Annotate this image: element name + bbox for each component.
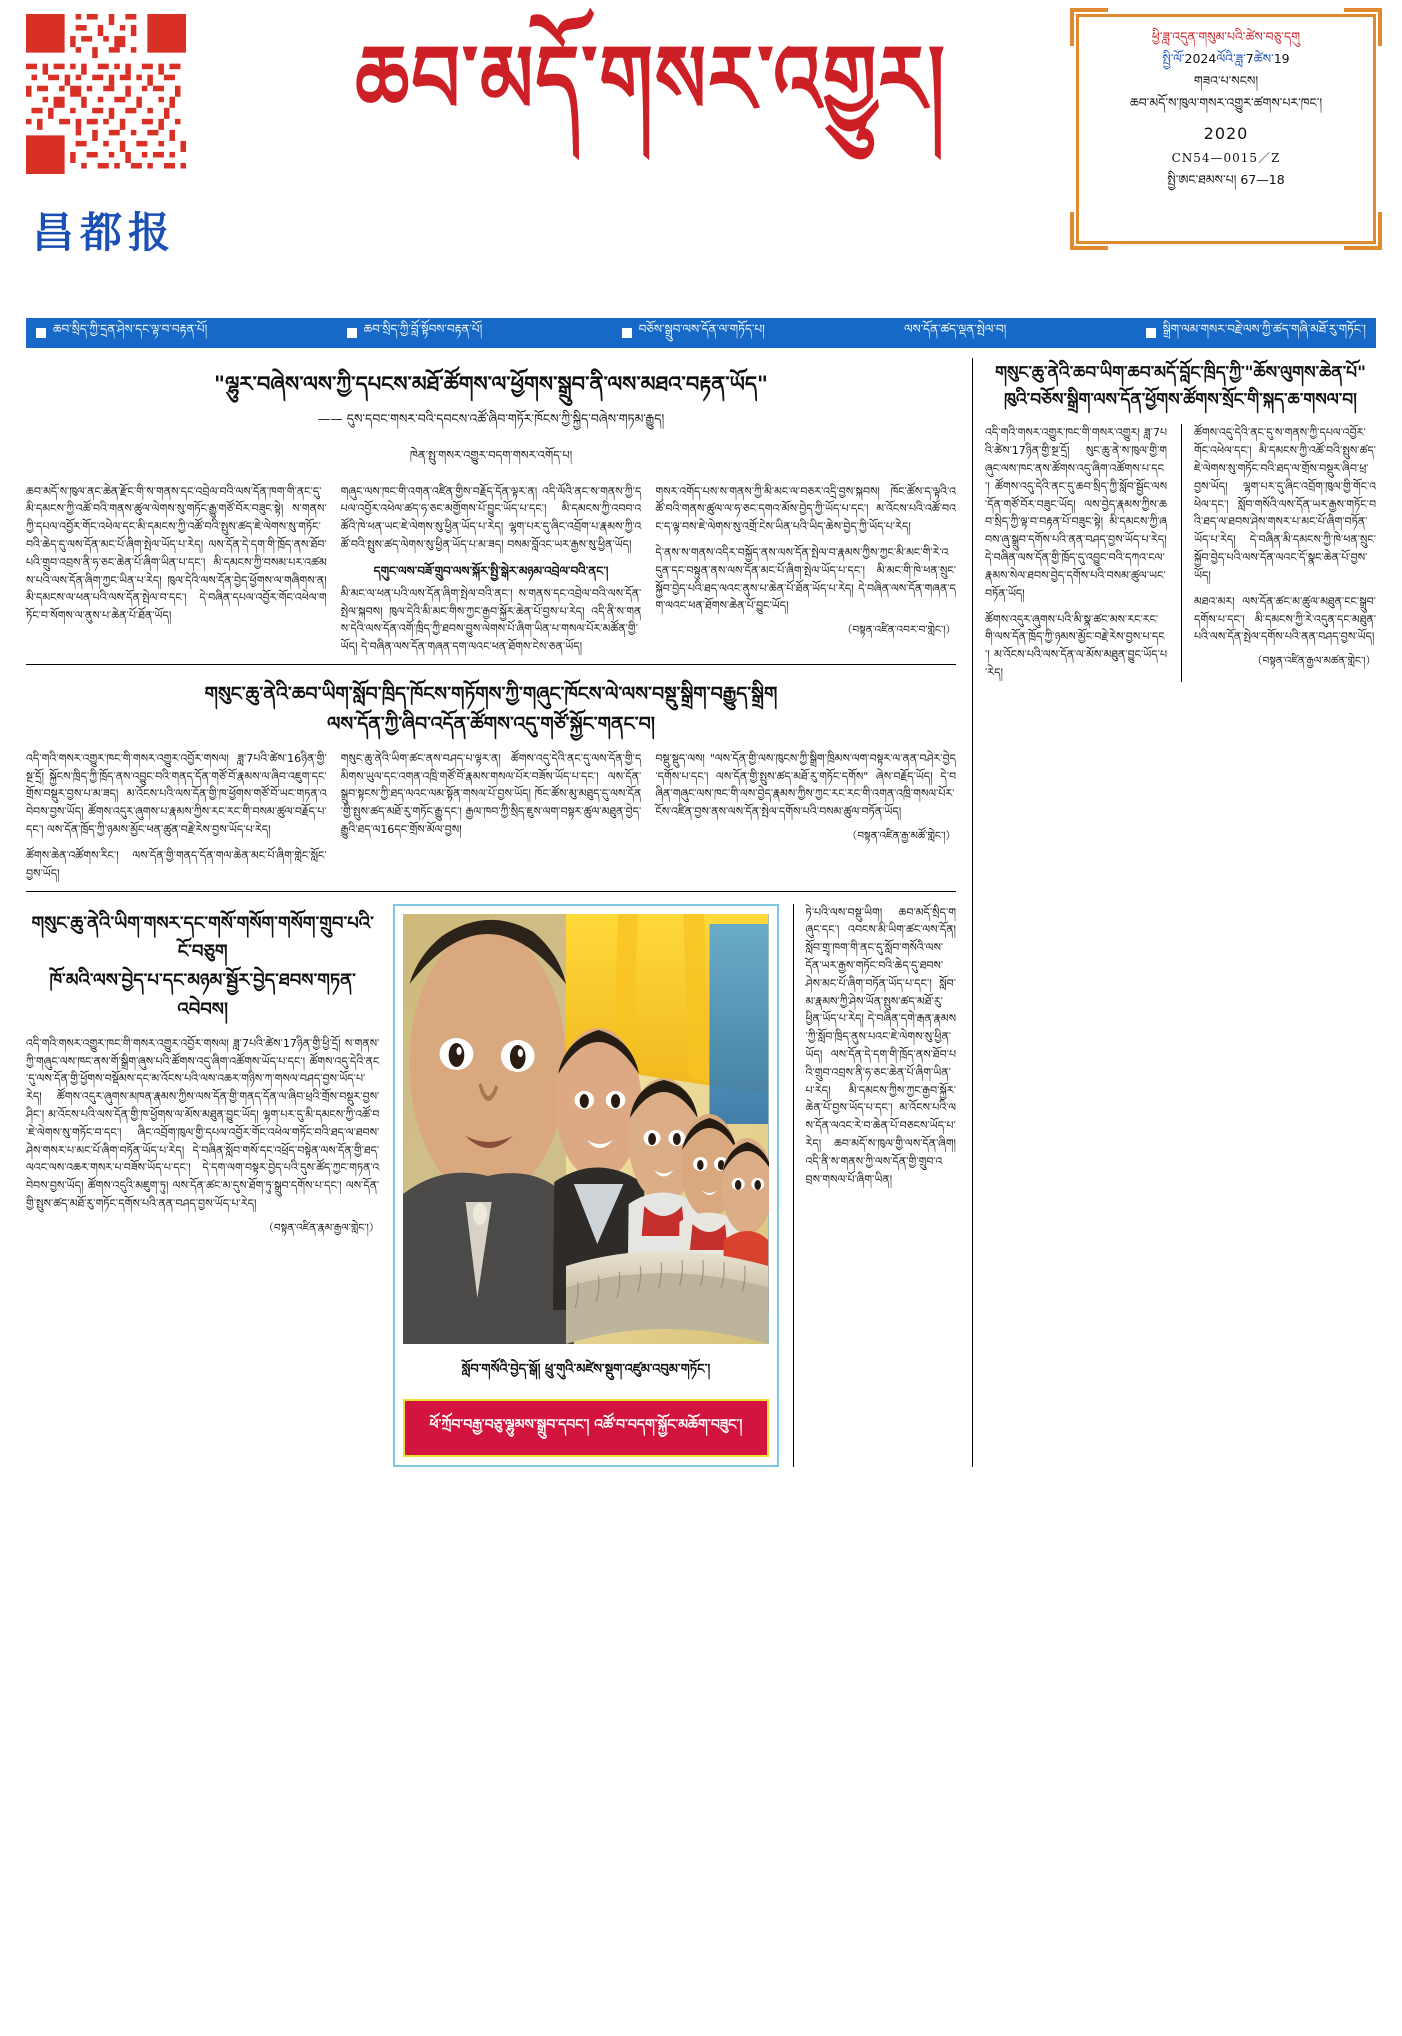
second-article-headline [26, 679, 956, 740]
tibetan-masthead-title: ཆབ་མདོ་གསར་འགྱུར། [355, 23, 947, 135]
masthead [26, 14, 1376, 314]
red-slogan-banner: ཕོ་ཀྲོབ་བརྒྱ་བཅུ་ལྷུམས་སྒྲུབ་དབང་། འཚོ་བ་བདག་སྐྱོང་མཆོག་བཟུང་། [403, 1399, 768, 1457]
bottom-zone [26, 904, 956, 1467]
right-article-headline-line1: གསུང་ཆུ་ནེའི་ཆབ་ཡིག་ཆབ་མདོ་བློང་ཁྲིད་ཀྱི་"ཆོས་ལུགས་ཆེན་པོ" [995, 363, 1366, 383]
right-article-headline [985, 360, 1376, 414]
bottom-right-text: ཏེ་པའི་ལས་བསྡུ་ཡིག། ཆབ་མདོ་སྲིད་གཞུང་དང་། འབངས་མི་ཡིག་ཚང་ལས་དོན། སློབ་གྲྭ་ཁག་གི་ནང་དུ་སློབ་གསོའི་ལས་དོན་ཡར་རྒྱས་གཏོང་བའི་ཆེད་དུ་ཐབས་ཤེས་མང་པོ་ཞིག་བཏོན་ཡོད་པ་དང་། སློབ་མ་རྣམས་ཀྱི་ཤེས་ཡོན་སྤུས་ཚད་མཐོ་རུ་ཕྱིན་ཡོད་པ་རེད། དེ་བཞིན་དགེ་རྒན་རྣམས་ཀྱི་སློབ་ཁྲིད་ནུས་པའང་ཇེ་ལེགས་སུ་ཕྱིན་ཡོད། ལས་དོན་དེ་དག་གི་ཁྲོད་ནས་ཐོབ་པའི་གྲུབ་འབྲས་ནི་ཧ་ཅང་ཆེན་པོ་ཞིག་ཡིན་པ་རེད། མི་དམངས་ཀྱིས་ཀྱང་རྒྱབ་སྐྱོར་ཆེན་པོ་བྱས་ཡོད་པ་དང་། མ་འོངས་པའི་ལས་དོན་ལའང་རེ་བ་ཆེན་པོ་བཅངས་ཡོད་པ་རེད། ཆབ་མདོ་ས་ཁུལ་གྱི་ལས་དོན་ཞིག། འདི་ནི་ས་གནས་ཀྱི་ལས་དོན་གྱི་གྲུབ་འབྲས་གསལ་པོ་ཞིག་ཡིན། [805, 905, 956, 1186]
info-cn-code: CN54—0015／Z [1171, 150, 1281, 165]
second-col-1-text: འདི་གའི་གསར་འགྱུར་ཁང་གི་གསར་འགྱུར་འབྱོར་གསལ། ཟླ་7པའི་ཚེས་16ཉིན་གྱི་སྔ་དྲོ། སྐྱོངས་ཁྲིད་ཀྱི་ཁྲོད་ནས་འབྱུང་བའི་གནད་དོན་གཙོ་བོ་རྣམས་ལ་ཞིབ་འཇུག་དང་གྲོས་བསྡུར་བྱས་པ་མ་ཟད། མ་འོངས་པའི་ལས་དོན་གྱི་ཁ་ཕྱོགས་གཙོ་བོ་ཡང་གཏན་འབེབས་བྱས་ཡོད། ཚོགས་འདུར་ཞུགས་པ་རྣམས་ཀྱིས་རང་རང་གི་བསམ་ཚུལ་བརྗོད་པ་དང་། ལས་དོན་ཁྲོད་ཀྱི་ཉམས་མྱོང་ཕན་ཚུན་བརྗེ་རེས་བྱས་ཡོད་པ་རེད། [26, 751, 327, 837]
second-col-3-text: བསྡུ་སྡུད་ལས། "ལས་དོན་གྱི་ལས་ཁུངས་ཀྱི་སྒྲིག་ཁྲིམས་ལག་བསྟར་ལ་ནན་བཤེར་བྱེད་དགོས་པ་དང་། ལས་དོན་གྱི་སྤུས་ཚད་མཐོ་རུ་གཏོང་དགོས" ཞེས་བརྗོད་ཡོད། དེ་བཞིན་གཞུང་ལས་ཁང་གི་ལས་བྱེད་རྣམས་ཀྱིས་ཀྱང་རང་རང་གི་འགན་འཁྲི་གསལ་པོར་ངོས་འཛིན་བྱས་ནས་ལས་དོན་སྤེལ་དགོས་པའི་བསམ་ཚུལ་བཏོན་ཡོད། [655, 751, 957, 819]
info-volume-year: 2020 [1203, 123, 1249, 143]
bottom-right-column [793, 904, 957, 1467]
right-zone [972, 358, 1376, 1467]
right-col-1-text: འདི་གའི་གསར་འགྱུར་ཁང་གི་གསར་འགྱུར། ཟླ་7པའི་ཚེས་17ཉིན་གྱི་སྔ་དྲོ། སུང་ཆུ་ནེ་ས་ཁུལ་གྱི་གཞུང་ལས་ཁང་ནས་ཚོགས་འདུ་ཞིག་འཚོགས་པ་དང་། ཚོགས་འདུ་དེའི་ནང་དུ་ཆབ་སྲིད་ཀྱི་སློབ་སྦྱོང་ལས་དོན་གཙོ་བོར་བཟུང་ཡོད། ལས་བྱེད་རྣམས་ཀྱིས་ཆབ་སྲིད་ཀྱི་ལྟ་བ་བརྟན་པོ་བཟུང་སྟེ། མི་དམངས་ཀྱི་ཞབས་ཞུ་སྒྲུབ་དགོས་པའི་ནན་བཤད་བྱས་ཡོད་པ་རེད། དེ་བཞིན་ལས་དོན་གྱི་ཁྲོད་དུ་འབྱུང་བའི་དཀའ་ངལ་རྣམས་སེལ་ཐབས་བྱེད་དགོས་པའི་བསམ་ཚུལ་ཡང་བཏོན་ཡོད། [985, 426, 1167, 600]
second-col-1-text-b: ཚོགས་ཆེན་འཚོགས་རིང་། ལས་དོན་གྱི་གནད་དོན་གལ་ཆེན་མང་པོ་ཞིག་གླེང་སློང་བྱས་ཡོད། [26, 848, 327, 880]
lead-article-headline: "ལྷུར་བཞེས་ལས་ཀྱི་དཔངས་མཐོ་ཚོགས་ལ་ཕྱོགས་སྒྲུབ་ནི་ལས་མཐའ་བརྟན་ཡོད" [214, 372, 768, 396]
info-year-value: 2024 [1184, 50, 1217, 66]
lead-col-2-text: གཞུང་ལས་ཁང་གི་འགན་འཛིན་གྱིས་བརྗོད་དོན་ལྟར་ན། འདི་ལོའི་ནང་ས་གནས་ཀྱི་དཔལ་འབྱོར་འཕེལ་ཚད་ཧ་ཅང་མགྱོགས་པོ་བྱུང་ཡོད་པ་དང་། མི་དམངས་ཀྱི་འབབ་འཚོའི་ཁེ་ཕན་ཡང་ཇེ་ལེགས་སུ་ཕྱིན་ཡོད་པ་རེད། ལྷག་པར་དུ་ཞིང་འབྲོག་པ་རྣམས་ཀྱི་འཚོ་བའི་སྤུས་ཚད་ལེགས་སུ་ཕྱིན་ཡོད་པ་མ་ཟད། བསམ་བློའང་ཡར་རྒྱས་སུ་ཕྱིན་ཡོད། [340, 484, 642, 551]
second-col-1 [26, 750, 327, 883]
right-article-byline: （བསྟན་འཛིན་རྒྱལ་མཚན་གླེང་།） [1252, 655, 1376, 668]
lead-col-3-text: གསར་འགོད་པས་ས་གནས་ཀྱི་མི་མང་ལ་བཅར་འདྲི་བྱས་སྐབས། ཁོང་ཚོས་ད་ལྟའི་འཚོ་བའི་གནས་ཚུལ་ལ་ཧ་ཅང་དགའ་མོས་བྱེད་ཀྱི་ཡོད་པ་དང་། མ་འོངས་པའི་འཚོ་བའང་ད་ལྟ་བས་ཇེ་ལེགས་སུ་འགྲོ་ངེས་ཡིན་པའི་ཡིད་ཆེས་བྱེད་ཀྱི་ཡོད་པ་རེད། [655, 484, 957, 534]
section-divider-2 [26, 891, 956, 892]
qr-block [26, 14, 226, 260]
bullet-square-icon [347, 328, 357, 338]
corner-ornament-br [1344, 212, 1382, 250]
info-month-value: 7 [1245, 50, 1254, 66]
photo-caption: སློབ་གསོའི་བྱེད་སྒོ། ཕྲུ་གུའི་མཛེས་སྡུག་འཛུམ་འབུམ་གཏོང་། [461, 1361, 711, 1377]
third-article-headline-line2: ཁོ་མའི་ལས་བྱེད་པ་དང་མཉམ་སྦྱོར་བྱེད་ཐབས་གཏན་འབེབས། [49, 970, 356, 1020]
right-col-2 [1181, 424, 1376, 681]
navbar-item-0-label: ཆབ་སྲིད་ཀྱི་དྲན་ཤེས་དང་ལྟ་བ་བརྟན་པོ། [53, 322, 208, 336]
info-issue-label: སྤྱི་ཨང་ཐམས་པ། [1167, 171, 1237, 187]
photo-feature [393, 904, 778, 1467]
second-article-byline: （བསྟན་འཛིན་རྒྱ་མཚོ་གླེང་།） [846, 830, 957, 843]
info-issue [1090, 169, 1362, 191]
chinese-masthead-title: 昌都报 [32, 208, 177, 257]
bullet-square-icon [622, 328, 632, 338]
navbar-item-2-label: བཅོས་སྒྲུབ་ལས་དོན་ལ་གཏོད་པ། [638, 322, 765, 336]
second-article-columns [26, 750, 956, 883]
navbar-item-1[interactable] [347, 316, 483, 350]
info-weekday: གཟའ་པ་སངས། [1193, 72, 1259, 88]
lead-article-columns [26, 483, 956, 657]
navbar-item-1-label: ཆབ་སྲིད་ཀྱི་བློ་སྟོབས་བརྟན་པོ། [363, 322, 483, 336]
corner-ornament-bl [1070, 212, 1108, 250]
info-inner [1076, 14, 1376, 202]
second-col-2 [341, 750, 642, 883]
lead-col-1-text: ཆབ་མདོ་ས་ཁུལ་ནང་ཆེན་རྫོང་གི་ས་གནས་དང་འབྲེལ་བའི་ལས་དོན་ཁག་གི་ནང་དུ་མི་དམངས་ཀྱི་འཚོ་བའི་གནས་ཚུལ་ལེགས་སུ་གཏོང་རྒྱུ་གཙོ་བོར་བཟུང་སྟེ། ས་གནས་ཀྱི་དཔལ་འབྱོར་གོང་འཕེལ་དང་མི་དམངས་ཀྱི་འཚོ་བའི་སྤུས་ཚད་ཇེ་ལེགས་སུ་གཏོང་བའི་ཆེད་དུ་ལས་དོན་མང་པོ་ཞིག་སྤེལ་ཡོད་པ་རེད། ལས་དོན་དེ་དག་གི་ཁྲོད་ནས་ཐོབ་པའི་གྲུབ་འབྲས་ནི་ཧ་ཅང་ཆེན་པོ་ཞིག་ཡིན་པ་དང་། མི་དམངས་ཀྱི་བསམ་པར་འཚམས་པའི་ལས་དོན་ཞིག་ཀྱང་ཡིན་པ་རེད། ཁུལ་དེའི་ལས་དོན་བྱེད་ཕྱོགས་ལ་གཞིགས་ན། མི་དམངས་ལ་ཕན་པའི་ལས་དོན་སྤེལ་བ་དང་། དེ་བཞིན་དཔལ་འབྱོར་གོང་འཕེལ་གཏོང་བ་སོགས་ལ་ནུས་པ་ཆེན་པོ་ཐོན་ཡོད། [26, 484, 327, 623]
right-article-columns [985, 424, 1376, 681]
lead-col-3-text-b: དེ་ནས་ས་གནས་འདིར་བསྐྱོད་ནས་ལས་དོན་སྤེལ་བ་རྣམས་ཀྱིས་ཀྱང་མི་མང་གི་རེ་འདུན་དང་བསྟུན་ནས་ལས་དོན་མང་པོ་ཞིག་སྤེལ་ཡོད་པ་དང་། མི་མང་གི་ཁེ་ཕན་སྲུང་སྐྱོབ་བྱེད་པའི་ཐད་ལའང་ནུས་པ་ཆེན་པོ་ཐོན་ཡོད་པ་རེད། དེ་བཞིན་ལས་དོན་གཞན་དག་ལའང་ཕན་ཐོགས་ཆེན་པོ་བྱུང་ཡོད། [655, 545, 957, 613]
tibetan-masthead-title-block [226, 14, 1076, 135]
right-article-headline-line2: ཁུའི་བཅོས་སྒྲིག་ལས་དོན་ཕྱོགས་ཚོགས་སྲོང་གི་སྐད་ཆ་གསལ་བ། [1004, 390, 1357, 411]
info-month-label: ལོའི་ཟླ་ [1216, 50, 1246, 66]
lead-col-3 [655, 483, 956, 657]
second-article [26, 679, 956, 882]
lead-article [26, 368, 956, 656]
body-grid [26, 358, 1376, 1467]
bullet-square-icon [1146, 328, 1156, 338]
lead-col-2-subhead: དགུང་ལས་བཟོ་གྲུབ་ལས་སྐོར་སྤྱི་སྒེར་མཉམ་འབྲེལ་བའི་ནང་། [373, 563, 609, 578]
third-article-byline: （བསྟན་འཛིན་རྣམ་རྒྱལ་གླེང་།） [263, 1221, 380, 1234]
right-col-1-text-b: ཚོགས་འདུར་ཞུགས་པའི་མི་སྣ་ཚང་མས་རང་རང་གི་ལས་དོན་ཁྲོད་ཀྱི་ཉམས་མྱོང་བརྗེ་རེས་བྱས་པ་དང་། མ་འོངས་པའི་ལས་དོན་ལ་མོས་མཐུན་བྱུང་ཡོད་པ་རེད། [985, 612, 1167, 679]
left-zone [26, 358, 956, 1467]
info-tibetan-date-line: ཕྱི་ཟླ་འདུན་གསུམ་པའི་ཚེས་བཅུ་དགུ [1151, 29, 1301, 44]
navbar-item-4-label: སྒྲིག་ལམ་གསར་བརྗེ་ལས་ཀྱི་ཚད་གཞི་མཐོ་རུ་གཏོང་། [1162, 322, 1366, 336]
lead-article-subline: —— དུས་དབང་གསར་བའི་དབངས་འཚོ་ཞིབ་གཏོར་ཁོངས་ཀྱི་སྐྱིད་བཞེས་གཏམ་རྒྱུད། [317, 410, 665, 426]
right-col-2-text: ཚོགས་འདུ་དེའི་ནང་དུ་ས་གནས་ཀྱི་དཔལ་འབྱོར་གོང་འཕེལ་དང་། མི་དམངས་ཀྱི་འཚོ་བའི་སྤུས་ཚད་ཇེ་ལེགས་སུ་གཏོང་བའི་ཐད་ལ་གྲོས་བསྡུར་ཞིབ་ཕྲ་བྱས་ཡོད། ལྷག་པར་དུ་ཞིང་འབྲོག་ཁུལ་གྱི་གོང་འཕེལ་དང་། སློབ་གསོའི་ལས་དོན་ཡར་རྒྱས་གཏོང་བའི་ཐད་ལ་ཐབས་ཤེས་གསར་པ་མང་པོ་ཞིག་བཏོན་ཡོད་པ་རེད། དེ་བཞིན་མི་དམངས་ཀྱི་ཁེ་ཕན་སྲུང་སྐྱོབ་བྱེད་པའི་ལས་དོན་ལའང་དོ་སྣང་ཆེན་པོ་བྱས་ཡོད། [1194, 426, 1376, 582]
lead-col-1 [26, 483, 327, 657]
publication-info-box [1076, 14, 1376, 244]
right-col-1 [985, 424, 1167, 681]
third-article-text: འདི་གའི་གསར་འགྱུར་ཁང་གི་གསར་འགྱུར་འབྱོར་གསལ། ཟླ་7པའི་ཚེས་17ཉིན་གྱི་ཕྱི་དྲོ། ས་གནས་ཀྱི་གཞུང་ལས་ཁང་ནས་གོ་སྒྲིག་ཞུས་པའི་ཚོགས་འདུ་ཞིག་འཚོགས་ཡོད་པ་དང་། ཚོགས་འདུ་དེའི་ནང་དུ་ལས་དོན་གྱི་ཕྱོགས་བསྡོམས་དང་མ་འོངས་པའི་ལས་འཆར་གཉིས་ཀ་གསལ་བཤད་བྱས་ཡོད་པ་རེད། ཚོགས་འདུར་ཞུགས་མཁན་རྣམས་ཀྱིས་ལས་དོན་གྱི་གནད་དོན་ལ་ཞིབ་ཕྲའི་གྲོས་བསྡུར་བྱས་ཤིང་། མ་འོངས་པའི་ལས་དོན་གྱི་ཁ་ཕྱོགས་ལ་མོས་མཐུན་བྱུང་ཡོད། ལྷག་པར་དུ་མི་དམངས་ཀྱི་འཚོ་བ་ཇེ་ལེགས་སུ་གཏོང་བ་དང་། ཞིང་འབྲོག་ཁུལ་གྱི་དཔལ་འབྱོར་གོང་འཕེལ་གཏོང་བའི་ཐད་ལ་ཐབས་ཤེས་གསར་པ་མང་པོ་ཞིག་བཏོན་ཡོད་པ་རེད། དེ་བཞིན་སློབ་གསོ་དང་འཕྲོད་བསྟེན་ལས་དོན་གྱི་ཐད་ལའང་ལས་འཆར་གསར་པ་བཟོས་ཡོད་པ་དང་། དེ་དག་ལག་བསྟར་བྱེད་པའི་དུས་ཚོད་ཀྱང་གཏན་འབེབས་བྱས་ཡོད། ཚོགས་འདུའི་མཇུག་ཏུ། ལས་དོན་ཚང་མ་དུས་ཐོག་ཏུ་སྒྲུབ་དགོས་པ་དང་། ལས་དོན་གྱི་སྤུས་ཚད་མཐོ་རུ་གཏོང་དགོས་པའི་ནན་བཤད་བྱས་ཡོད་པ་རེད། [26, 1036, 380, 1211]
info-issue-number: 67—18 [1240, 171, 1285, 187]
bullet-square-icon [36, 328, 46, 338]
info-day-label: ཚེས་ [1253, 50, 1274, 66]
navbar-item-0[interactable] [36, 316, 207, 350]
right-col-2-text-b: མཐའ་མར། ལས་དོན་ཚང་མ་ཚུལ་མཐུན་ངང་སྒྲུབ་དགོས་པ་དང་། མི་དམངས་ཀྱི་རེ་འདུན་དང་མཐུན་པའི་ལས་དོན་སྤེལ་དགོས་པའི་ནན་བཤད་བྱས་ཡོད། [1194, 594, 1376, 644]
navbar-item-3[interactable] [904, 316, 1006, 350]
third-article-headline [26, 910, 379, 1025]
topic-navbar [26, 318, 1376, 348]
info-year-prefix: སྤྱི་ལོ་ [1162, 50, 1185, 66]
lead-article-source: ཁེན་སྤུ་གསར་འགྱུར་བདག་གསར་འགོད་པ། [409, 447, 573, 462]
third-article-headline-line1: གསུང་ཆུ་ནེའི་ཡིག་གསར་དང་གསོ་གསོག་གསོག་གྲུབ་པའི་ངོ་བཅུག [31, 912, 374, 963]
second-article-headline-line1: གསུང་ཆུ་ནེའི་ཆབ་ཡིག་སློབ་ཁྲིད་ཁོངས་གཏོགས་ཀྱི་གཞུང་ཁོངས་ལེ་ལས་བསྡུ་སྒྲིག་བརྒྱུད་སྒྲིག [204, 683, 778, 706]
info-gregorian-date-line [1090, 48, 1362, 70]
lead-article-byline: （བསྟན་འཛིན་འབར་བ་གླེང་།） [841, 624, 957, 637]
info-publisher: ཆབ་མདོ་ས་ཁུལ་གསར་འགྱུར་ཚགས་པར་ཁང་། [1129, 94, 1323, 110]
second-col-3 [655, 750, 956, 883]
section-divider [26, 664, 956, 665]
info-day-value: 19 [1273, 50, 1290, 66]
navbar-item-4[interactable] [1146, 316, 1366, 350]
navbar-item-3-label: ལས་དོན་ཚད་ལྡན་སྤེལ་བ། [904, 322, 1007, 336]
lead-col-2 [341, 483, 642, 657]
second-col-2-text: གསུང་ཆུ་ནེའི་ཡིག་ཚང་ནས་བཤད་པ་ལྟར་ན། ཚོགས་འདུ་དེའི་ནང་དུ་ལས་དོན་གྱི་དམིགས་ཡུལ་དང་འགན་འཁྲི་གཙོ་བོ་རྣམས་གསལ་པོར་བཟོས་ཡོད་པ་དང་། ལས་དོན་སྒྲུབ་སྟངས་ཀྱི་ཐད་ལའང་ལམ་སྟོན་གསལ་པོ་བྱས་ཡོད། ཁོང་ཚོས་མུ་མཐུད་དུ་ལས་དོན་གྱི་སྤུས་ཚད་མཐོ་རུ་གཏོང་རྒྱུ་དང་། རྒྱལ་ཁབ་ཀྱི་སྲིད་ཇུས་ལག་བསྟར་ཚུལ་མཐུན་བྱེད་རྒྱུའི་ཐད་ལ16དང་གྲོས་མོལ་བྱས། [340, 751, 642, 837]
qr-code-icon[interactable] [26, 14, 186, 174]
children-in-classroom-photo [403, 914, 768, 1344]
second-article-headline-line2: ལས་དོན་ཀྱི་ཞིབ་འདོན་ཚོགས་འདུ་གཙོ་སྐྱོང་གནང་བ། [327, 713, 655, 736]
third-article [26, 904, 379, 1467]
lead-col-2-text-b: མི་མང་ལ་ཕན་པའི་ལས་དོན་ཞིག་སྤེལ་བའི་ནང་། ས་གནས་དང་འབྲེལ་བའི་ལས་དོན་སྤེལ་སྐབས། ཁུལ་དེའི་མི་མང་གིས་ཀྱང་རྒྱབ་སྐྱོར་ཆེན་པོ་བྱས་པ་རེད། འདི་ནི་ས་གནས་དེའི་ལས་དོན་འགོ་ཁྲིད་ཀྱི་ཐབས་བྱུས་ལེགས་པོ་ཞིག་ཡིན་པ་གསལ་པོར་མཚོན་གྱི་ཡོད། དེ་བཞིན་ལས་དོན་གཞན་དག་ལའང་ཕན་ཐོགས་ངེས་ཅན་ཡོད། [340, 586, 642, 654]
navbar-item-2[interactable] [622, 316, 765, 350]
